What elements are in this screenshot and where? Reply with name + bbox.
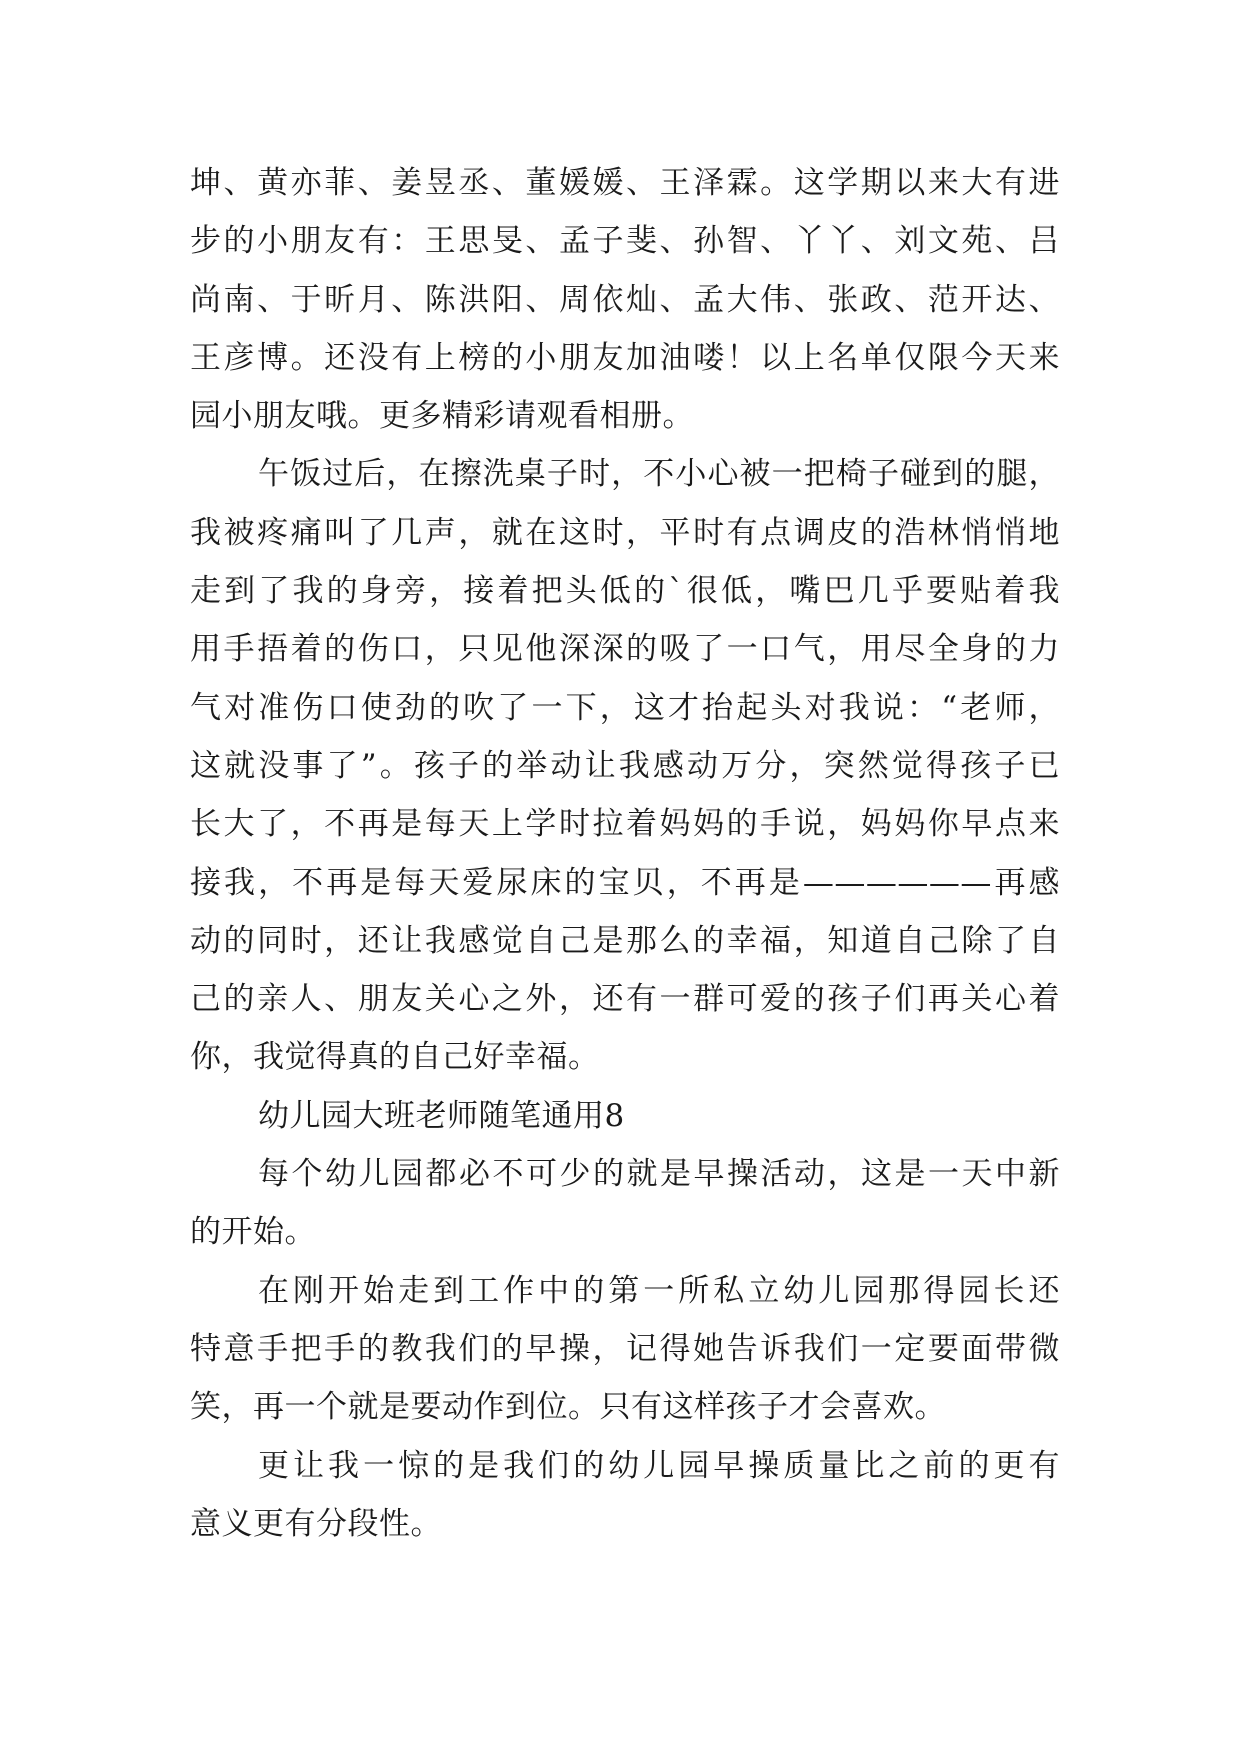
text-line: 气对准伤口使劲的吹了一下，这才抬起头对我说：“老师， (190, 689, 1060, 726)
document-body (190, 154, 1060, 1553)
text-line: 意义更有分段性。 (190, 1505, 442, 1542)
text-line: 坤、黄亦菲、姜昱丞、董媛媛、王泽霖。这学期以来大有进 (190, 165, 1060, 201)
text-line: 这就没事了”。孩子的举动让我感动万分，突然觉得孩子已 (190, 747, 1060, 784)
text-line: 幼儿园大班老师随笔通用8 (258, 1097, 625, 1134)
text-line: 你，我觉得真的自己好幸福。 (190, 1039, 600, 1076)
text-line: 每个幼儿园都必不可少的就是早操活动，这是一天中新 (258, 1156, 1060, 1193)
text-line: 的开始。 (190, 1214, 316, 1251)
text-line: 午饭过后，在擦洗桌子时，不小心被一把椅子碰到的腿， (258, 456, 1060, 493)
text-line: 己的亲人、朋友关心之外，还有一群可爱的孩子们再关心着 (190, 981, 1060, 1018)
text-line: 走到了我的身旁，接着把头低的`很低，嘴巴几乎要贴着我 (190, 573, 1060, 610)
text-line: 特意手把手的教我们的早操，记得她告诉我们一定要面带微 (190, 1330, 1060, 1367)
text-line: 尚南、于昕月、陈洪阳、周依灿、孟大伟、张政、范开达、 (190, 281, 1060, 318)
text-line: 动的同时，还让我感觉自己是那么的幸福，知道自己除了自 (190, 922, 1060, 959)
text-line: 接我，不再是每天爱尿床的宝贝，不再是——————再感 (190, 864, 1060, 901)
text-line: 笑，再一个就是要动作到位。只有这样孩子才会喜欢。 (190, 1389, 946, 1426)
text-line: 长大了，不再是每天上学时拉着妈妈的手说，妈妈你早点来 (190, 806, 1060, 843)
text-line: 用手捂着的伤口，只见他深深的吸了一口气，用尽全身的力 (190, 631, 1060, 668)
text-line: 我被疼痛叫了几声，就在这时，平时有点调皮的浩林悄悄地 (190, 514, 1060, 551)
text-line: 步的小朋友有：王思旻、孟子斐、孙智、丫丫、刘文苑、吕 (190, 223, 1060, 260)
text-line: 更让我一惊的是我们的幼儿园早操质量比之前的更有 (258, 1447, 1060, 1484)
text-line: 王彦博。还没有上榜的小朋友加油喽！以上名单仅限今天来 (190, 339, 1060, 376)
text-line: 在刚开始走到工作中的第一所私立幼儿园那得园长还 (258, 1272, 1060, 1309)
text-line: 园小朋友哦。更多精彩请观看相册。 (190, 398, 694, 435)
